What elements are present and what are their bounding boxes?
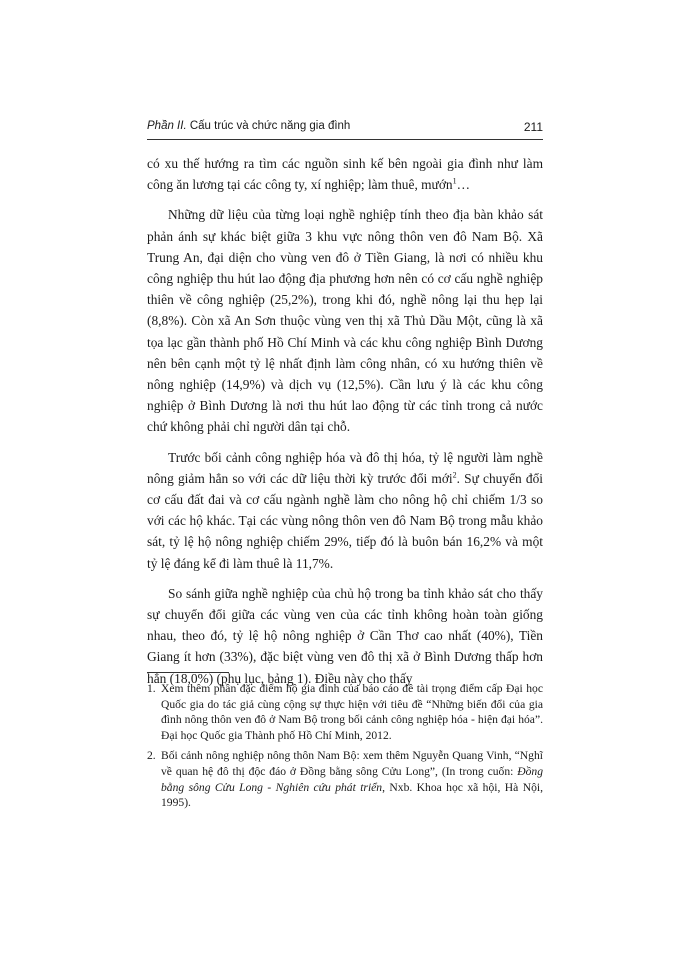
paragraph-3-text-b: . Sự chuyển đổi cơ cấu đất đai và cơ cấu ngành nghề làm cho nông hộ chỉ chiếm 1/3 so với các hộ khác. Tại các vùng nông thôn ven đô Nam Bộ trong mẫu khảo sát, tỷ lệ hộ nông nghiệp chiếm 29%, tiếp đó là buôn bán 16,2% và một tỷ lệ đáng kể đi làm thuê là 11,7%. — [147, 470, 543, 571]
footnote-ref-1: 1 — [452, 176, 457, 186]
footnote-1-number: 1. — [147, 682, 156, 695]
footnote-2-number: 2. — [147, 749, 156, 763]
footnote-1 — [147, 681, 543, 743]
footnote-ref-2: 2 — [452, 470, 457, 480]
header-title: Cấu trúc và chức năng gia đình — [189, 120, 351, 132]
paragraph-2: Những dữ liệu của từng loại nghề nghiệp tính theo địa bàn khảo sát phản ánh sự khác biệt giữa 3 khu vực nông thôn ven đô Nam Bộ. Xã Trung An, đại diện cho vùng ven đô ở Tiền Giang, là nơi có nhiều khu công nghiệp thu hút lao động địa phương hơn nên có cơ cấu nghề nghiệp thiên về công nghiệp (25,2%), trong khi đó, nghề nông lại thu hẹp lại (8,8%). Còn xã An Sơn thuộc vùng ven thị xã Thủ Dầu Một, cũng là xã tọa lạc gần thành phố Hồ Chí Minh và các khu công nghiệp Bình Dương nên bên cạnh một tỷ lệ nhất định làm công nhân, có xu hướng thiên về nông nghiệp (14,9%) và dịch vụ (12,5%). Cần lưu ý là các khu công nghiệp ở Bình Dương là nơi thu hút lao động từ các tỉnh trong cả nước chứ không phải chỉ người dân tại chỗ. — [147, 207, 543, 435]
footnote-2 — [147, 748, 543, 810]
footnote-2-publisher: , Nxb. Khoa học xã hội, Hà Nội, 1995). — [161, 780, 543, 810]
footnote-2-text: Bối cảnh nông nghiệp nông thôn Nam Bộ: xem thêm Nguyễn Quang Vinh, “Nghĩ về quan hệ đô thị độc đáo ở Đồng bằng sông Cửu Long”, (In trong cuốn: — [161, 749, 543, 778]
paragraph-3-text-a: Trước bối cảnh công nghiệp hóa và đô thị hóa, tỷ lệ người làm nghề nông giảm hẳn so với các dữ liệu thời kỳ trước đổi mới — [147, 449, 543, 486]
running-header — [147, 120, 543, 132]
paragraph-1-text: có xu thế hướng ra tìm các nguồn sinh kế bên ngoài gia đình như làm công ăn lương tại các công ty, xí nghiệp; làm thuê, mướn — [147, 156, 543, 193]
paragraph-4: So sánh giữa nghề nghiệp của chủ hộ trong ba tỉnh khảo sát cho thấy sự chuyển đổi giữa các vùng ven của các tỉnh không hoàn toàn giống nhau, theo đó, tỷ lệ hộ nông nghiệp ở Cần Thơ cao nhất (40%), Tiền Giang ít hơn (33%), đặc biệt vùng ven đô thị xã ở Bình Dương thấp hơn hẳn (18,0%) (phụ lục, bảng 1). Điều này cho thấy — [147, 585, 543, 686]
footnotes — [147, 681, 543, 816]
paragraph-3 — [147, 447, 543, 574]
header-rule — [147, 139, 543, 140]
footnote-2-book-title: Đồng bằng sông Cửu Long - Nghiên cứu phát triển — [161, 764, 543, 794]
paragraph-1-ellipsis: … — [456, 177, 470, 193]
paragraph-1 — [147, 153, 543, 195]
page-number: 211 — [523, 120, 543, 134]
footnote-rule — [147, 672, 229, 673]
footnote-1-text: Xem thêm phần đặc điểm hộ gia đình của báo cáo đề tài trọng điểm cấp Đại học Quốc gia do tác giả cùng cộng sự thực hiện với tiêu đề “Những biến đổi của gia đình nông thôn ven đô ở Nam Bộ trong bối cảnh công nghiệp hóa - hiện đại hóa”. Đại học Quốc gia Thành phố Hồ Chí Minh, 2012. — [161, 682, 543, 742]
main-text — [147, 153, 543, 698]
header-section: Phần II. — [147, 120, 187, 132]
